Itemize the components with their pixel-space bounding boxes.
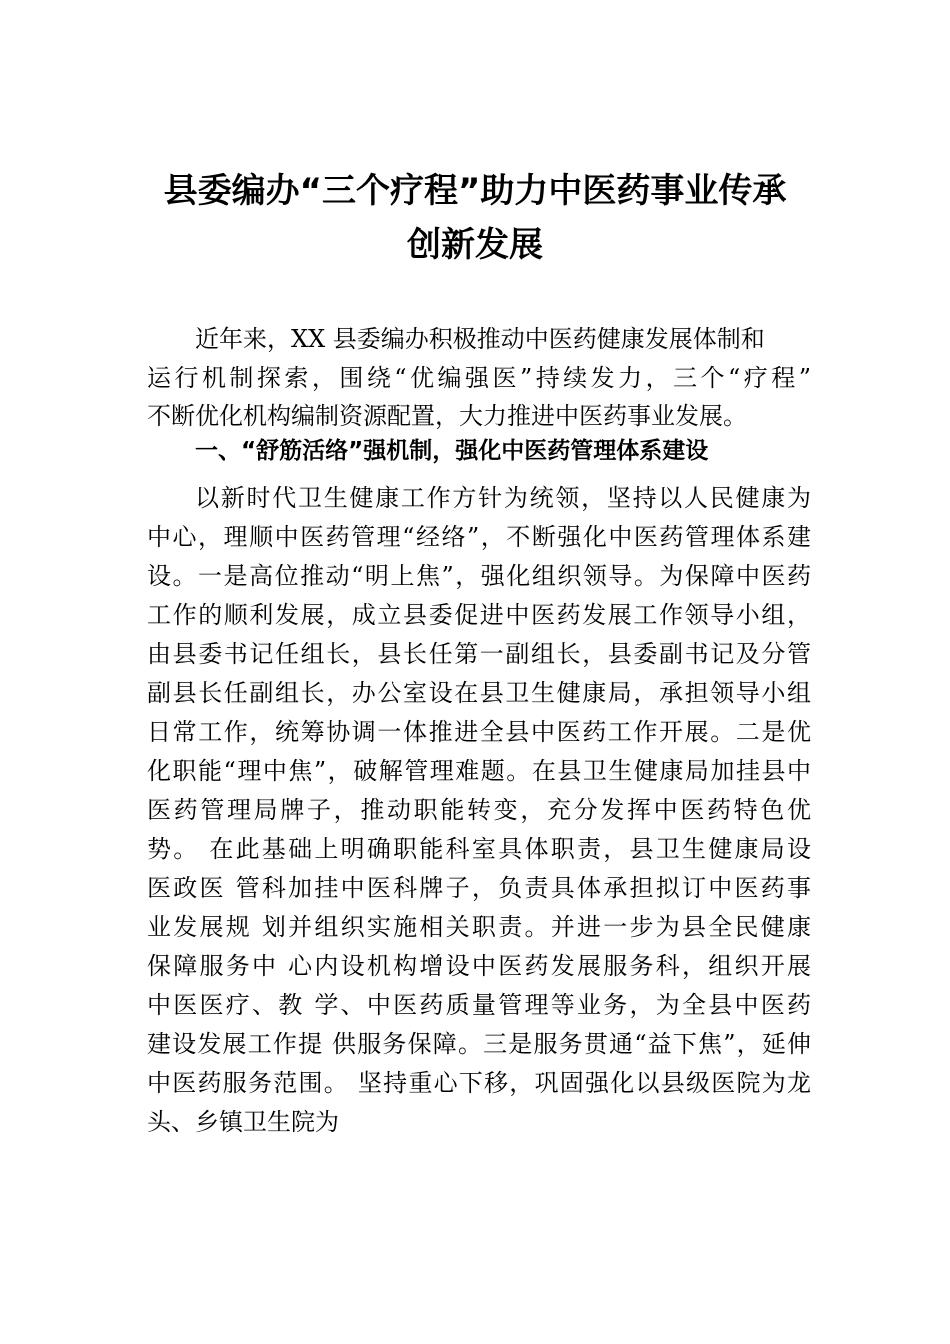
- body-line-2: 中心，理顺中医药管理“经络”，不断强化中医药管理体系建: [147, 523, 811, 551]
- body-line-12: 业发展规 划并组织实施相关职责。并进一步为县全民健康: [147, 913, 811, 941]
- intro-line-3: 不断优化机构编制资源配置，大力推进中医药事业发展。: [147, 402, 747, 430]
- body-line-14: 中医医疗、教 学、中医药质量管理等业务，为全县中医药: [147, 991, 811, 1019]
- document-title-line-1: 县委编办“三个疗程”助力中医药事业传承: [163, 171, 787, 211]
- body-line-4: 工作的顺利发展，成立县委促进中医药发展工作领导小组，: [147, 601, 811, 629]
- body-line-17: 头、乡镇卫生院为: [147, 1108, 339, 1136]
- body-line-13: 保障服务中 心内设机构增设中医药发展服务科，组织开展: [147, 952, 811, 980]
- body-line-7: 日常工作，统筹协调一体推进全县中医药工作开展。二是优: [147, 718, 811, 746]
- intro-line-1: 近年来，XX 县委编办积极推动中医药健康发展体制和: [195, 325, 765, 353]
- body-line-9: 医药管理局牌子，推动职能转变，充分发挥中医药特色优: [147, 796, 811, 824]
- body-line-6: 副县长任副组长，办公室设在县卫生健康局，承担领导小组: [147, 679, 811, 707]
- body-line-8: 化职能“理中焦”，破解管理难题。在县卫生健康局加挂县中: [147, 757, 811, 785]
- body-line-15: 建设发展工作提 供服务保障。三是服务贯通“益下焦”，延伸: [147, 1030, 811, 1058]
- body-line-3: 设。一是高位推动“明上焦”，强化组织领导。为保障中医药: [147, 562, 811, 590]
- body-line-1: 以新时代卫生健康工作方针为统领，坚持以人民健康为: [195, 484, 811, 512]
- body-line-16: 中医药服务范围。 坚持重心下移，巩固强化以县级医院为龙: [147, 1069, 811, 1097]
- body-line-11: 医政医 管科加挂中医科牌子，负责具体承担拟订中医药事: [147, 874, 811, 902]
- section-heading: 一、“舒筋活络”强机制，强化中医药管理体系建设: [195, 438, 709, 464]
- document-title-line-2: 创新发展: [407, 225, 543, 265]
- body-line-10: 势。 在此基础上明确职能科室具体职责，县卫生健康局设: [147, 835, 811, 863]
- body-line-5: 由县委书记任组长，县长任第一副组长，县委副书记及分管: [147, 640, 811, 668]
- intro-line-2: 运行机制探索，围绕“优编强医”持续发力，三个“疗程”: [147, 364, 811, 392]
